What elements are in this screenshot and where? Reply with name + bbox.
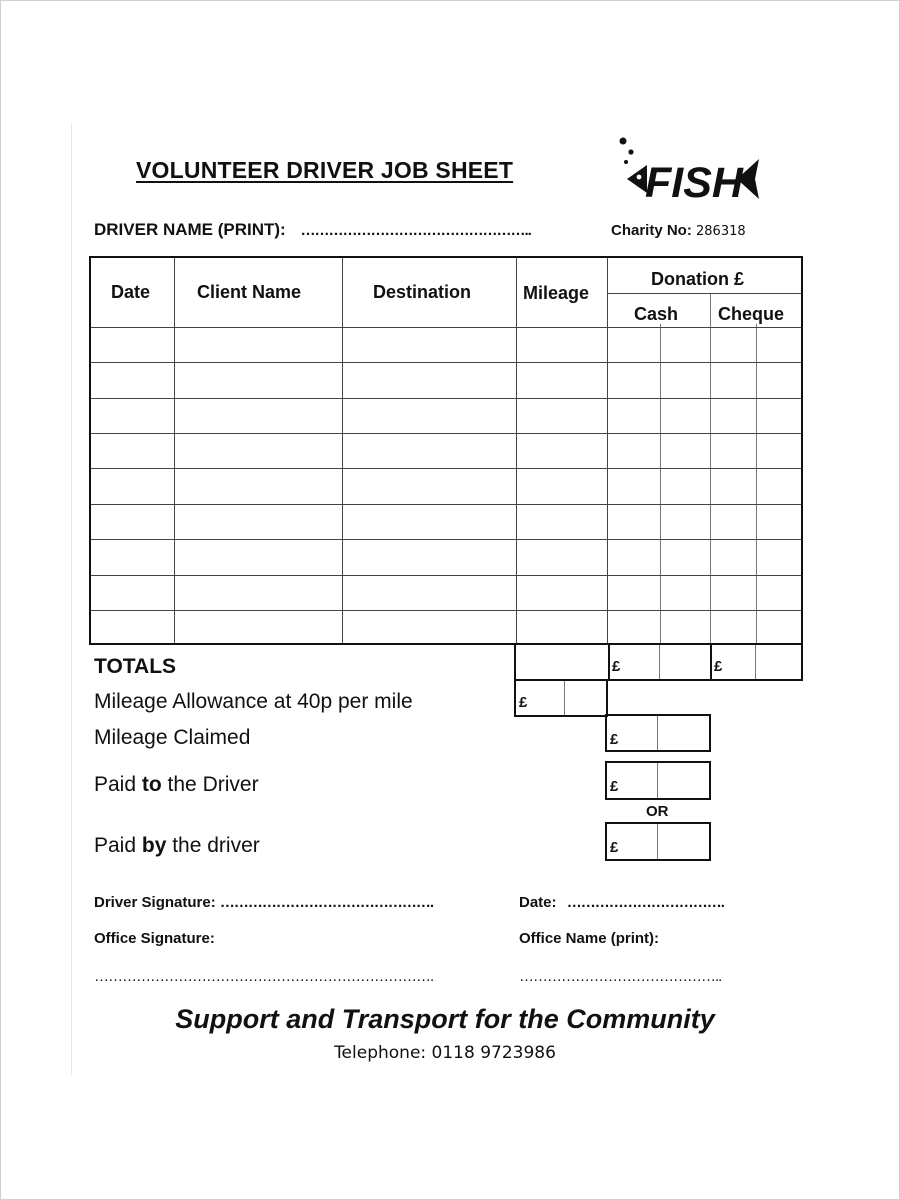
office-name-label: Office Name (print): [519,930,660,947]
paid-to-suffix: the Driver [161,773,259,796]
page-title: VOLUNTEER DRIVER JOB SHEET [136,157,514,183]
paid-to-driver-field[interactable] [605,761,711,800]
table-row[interactable] [91,575,801,576]
date-field[interactable]: ……………………………. [566,894,724,911]
col-divider [516,258,517,643]
charity-label: Charity No: [611,222,692,239]
totals-label: TOTALS [94,655,177,678]
page-margin-line [71,123,72,1075]
table-row[interactable] [91,398,801,399]
col-header-destination: Destination [373,282,472,302]
col-divider [607,258,608,643]
totals-divider [710,645,712,679]
cash-total-currency: £ [612,658,621,675]
totals-divider [608,645,610,679]
mileage-allowance-currency: £ [519,694,528,711]
col-header-date: Date [111,282,151,302]
col-divider [342,258,343,643]
totals-divider [755,645,756,679]
paid-by-driver-currency: £ [610,839,619,856]
paid-by-driver-field[interactable] [605,822,711,861]
driver-signature-label-text: Driver Signature: [94,894,216,911]
paid-by-suffix: the driver [166,834,260,857]
totals-divider [659,645,660,679]
totals-row-box [514,643,803,681]
table-row[interactable] [91,327,801,328]
charity-number-value: 286318 [696,224,746,239]
fish-logo [617,135,762,207]
office-signature-label: Office Signature: [94,930,215,947]
table-row[interactable] [91,362,801,363]
office-signature-field[interactable]: ………………………………………………………………. [94,968,434,985]
driver-name-label [94,220,531,240]
col-header-client-name: Client Name [197,282,302,302]
cheque-pence-divider [756,324,757,643]
paid-by-prefix: Paid [94,834,142,857]
driver-name-field[interactable]: ………………………………………….. [300,222,531,239]
paid-by-driver-label [94,834,260,858]
paid-to-bold: to [141,773,162,796]
footer-tagline: Support and Transport for the Community [175,1004,715,1034]
or-label: OR [646,803,669,820]
field-divider [657,824,658,859]
table-row[interactable] [91,504,801,505]
mileage-claimed-currency: £ [610,731,619,748]
mileage-claimed-label: Mileage Claimed [94,726,251,749]
fish-logo-text: FISH [645,159,743,207]
office-name-field[interactable]: …………………………………….. [519,968,722,985]
col-divider [174,258,175,643]
paid-to-driver-label [94,773,259,797]
cash-pence-divider [660,324,661,643]
table-row[interactable] [91,539,801,540]
charity-number [611,222,746,239]
col-header-donation: Donation £ [651,269,744,289]
donation-header-divider [607,293,801,294]
field-divider [564,681,565,715]
table-row[interactable] [91,468,801,469]
job-table [89,256,803,645]
mileage-claimed-field[interactable] [605,714,711,752]
fish-logo-icon [617,135,762,207]
col-header-cheque: Cheque [718,304,785,324]
driver-signature-label [94,894,433,911]
table-row[interactable] [91,433,801,434]
driver-name-label-text: DRIVER NAME (PRINT): [94,220,286,239]
col-header-mileage: Mileage [523,283,590,303]
paid-by-bold: by [141,834,167,857]
mileage-allowance-label: Mileage Allowance at 40p per mile [94,690,413,713]
table-row[interactable] [91,610,801,611]
mileage-allowance-field[interactable] [514,679,608,717]
date-label-text: Date: [519,894,557,911]
col-header-cash: Cash [634,304,679,324]
paid-to-prefix: Paid [94,773,142,796]
field-divider [657,716,658,750]
cheque-total-currency: £ [714,658,723,675]
paid-to-driver-currency: £ [610,778,619,795]
field-divider [657,763,658,798]
footer-telephone: Telephone: 0118 9723986 [334,1043,556,1063]
driver-signature-field[interactable]: ………………………………………. [219,894,434,911]
date-label [519,894,724,911]
